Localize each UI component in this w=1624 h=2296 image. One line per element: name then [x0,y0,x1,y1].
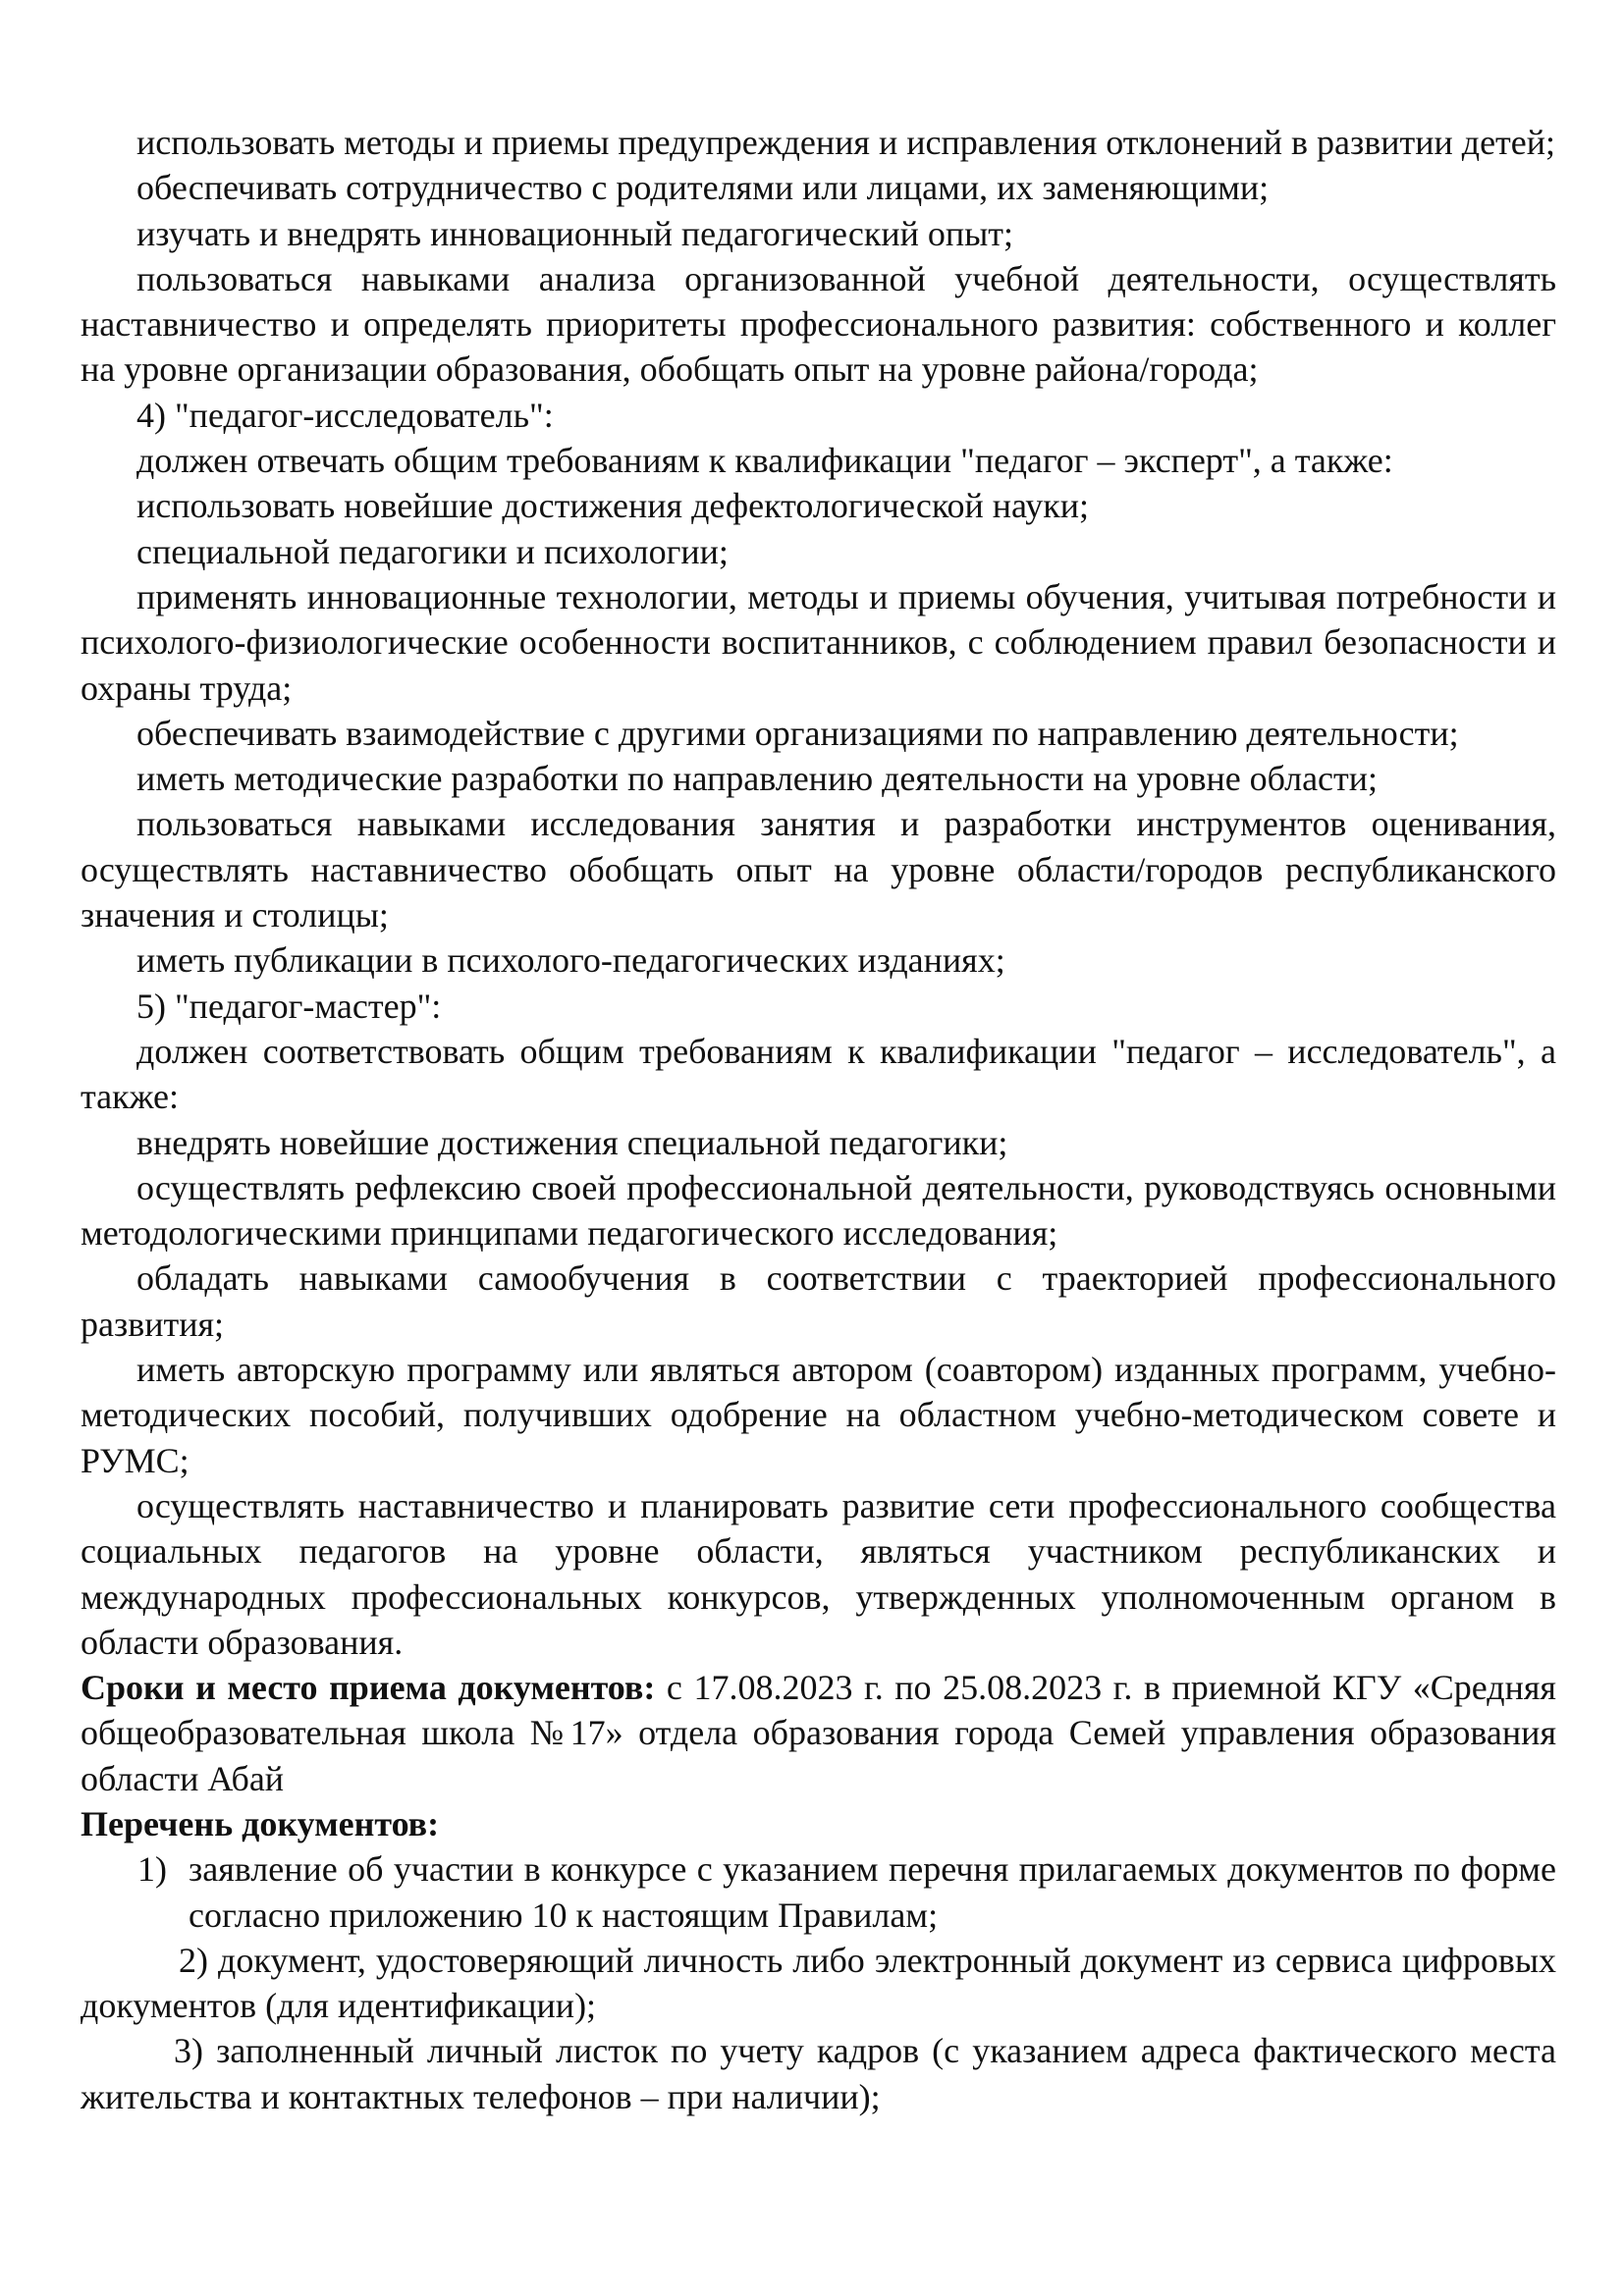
paragraph: пользоваться навыками анализа организованной учебной деятельности, осуществлять наставничество и определять приоритеты профессионального развития: собственного и коллег на уровне организации образования, обобщать опыт на уровне района/города; [81,258,1556,390]
paragraph: пользоваться навыками исследования занятия и разработки инструментов оценивания, осуществлять наставничество обобщать опыт на уровне области/городов республиканского значения и столицы; [81,804,1556,935]
paragraph: применять инновационные технологии, методы и приемы обучения, учитывая потребности и психолого-физиологические особенности воспитанников, с соблюдением правил безопасности и охраны труда; [81,576,1556,708]
paragraph: осуществлять наставничество и планировать развитие сети профессионального сообщества социальных педагогов на уровне области, являться участником республиканских и международных профессиональных конкурсов, утвержденных уполномоченным органом в области образования. [81,1485,1556,1662]
paragraph: обладать навыками самообучения в соответствии с траекторией профессионального развития; [81,1258,1556,1344]
list-item-number: 1) [137,1849,167,1890]
deadline-text: с 17.08.2023 г. по 25.08.2023 г. в приемной КГУ «Средняя общеобразовательная школа №17» отдела образования города Семей управления образования области Абай [81,1668,1556,1798]
paragraph: иметь авторскую программу или являться автором (соавтором) изданных программ, учебно-методических пособий, получивших одобрение на областном учебно-методическом совете и РУМС; [81,1350,1556,1480]
paragraph: иметь публикации в психолого-педагогических изданиях; [136,940,1005,981]
documents-heading: Перечень документов: [81,1803,440,1843]
list-item-text: заявление об участии в конкурсе с указанием перечня прилагаемых документов по форме согласно приложению 10 к настоящим Правилам; [189,1849,1556,1935]
list-item-text: документ, удостоверяющий личность либо электронный документ из сервиса цифровых документов (для идентификации); [81,1940,1557,2026]
paragraph: осуществлять рефлексию своей профессиональной деятельности, руководствуясь основными методологическими принципами педагогического исследования; [81,1167,1556,1254]
subsection-heading: 4) "педагог-исследователь": [136,395,554,435]
deadline-label: Сроки и место приема документов: [81,1668,656,1708]
paragraph: специальной педагогики и психологии; [136,531,729,571]
paragraph: изучать и внедрять инновационный педагогический опыт; [136,213,1014,253]
list-item-number: 3) [174,2031,203,2071]
paragraph: иметь методические разработки по направлению деятельности на уровне области; [136,759,1379,799]
deadline-paragraph [81,1665,1556,1801]
list-item [81,1938,1556,2029]
paragraph: внедрять новейшие достижения специальной педагогики; [136,1122,1008,1162]
paragraph: использовать новейшие достижения дефектологической науки; [136,486,1089,526]
list-item-number: 2) [179,1940,208,1980]
document-body [81,120,1556,2119]
list-item [81,1846,1556,1938]
list-item [81,2028,1556,2119]
list-item-text: заполненный личный листок по учету кадров (с указанием адреса фактического места жительства и контактных телефонов – при наличии); [81,2031,1557,2116]
paragraph: обеспечивать сотрудничество с родителями или лицами, их заменяющими; [136,168,1270,208]
paragraph: должен соответствовать общим требованиям к квалификации "педагог – исследователь", а также: [81,1031,1556,1117]
paragraph: должен отвечать общим требованиям к квалификации "педагог – эксперт", а также: [136,441,1393,481]
paragraph: использовать методы и приемы предупреждения и исправления отклонений в развитии детей; [136,123,1556,162]
subsection-heading: 5) "педагог-мастер": [136,986,442,1026]
paragraph: обеспечивать взаимодействие с другими организациями по направлению деятельности; [136,713,1459,753]
